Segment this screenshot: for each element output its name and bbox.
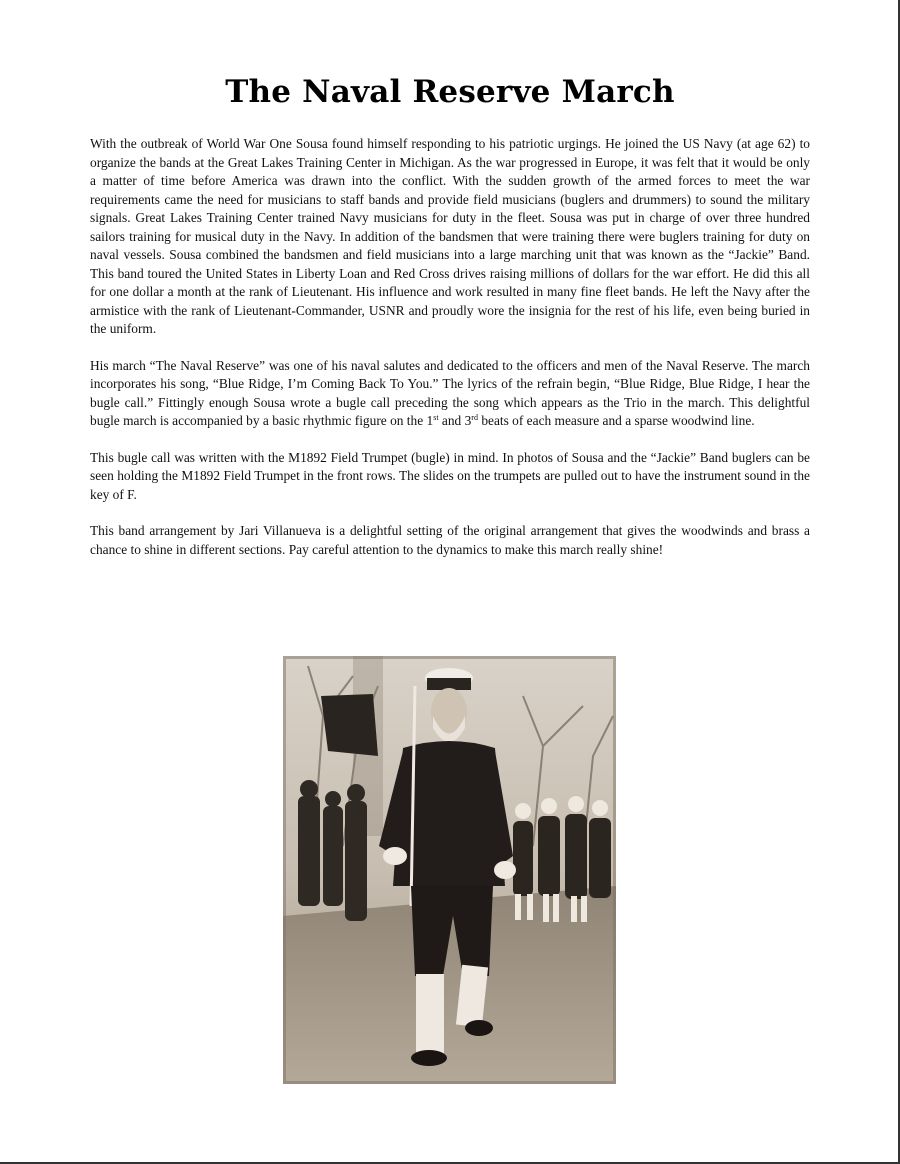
paragraph-march-text-2: and 3 bbox=[438, 413, 472, 428]
paragraph-bugle: This bugle call was written with the M1892 Field Trumpet (bugle) in mind. In photos of Sousa and the “Jackie” Band buglers can be seen holding the M1892 Field Trumpet in the front rows. The slides on the trumpets are pulled out to have the instrument sound in the key of F. bbox=[90, 449, 810, 502]
sousa-photo bbox=[283, 656, 616, 1084]
paragraph-arrangement: This band arrangement by Jari Villanueva is a delightful setting of the original arrangement that gives the woodwinds and brass a chance to shine in different sections. Pay careful attention to the dynamics to make this march really shine! bbox=[90, 523, 810, 557]
paragraph-march-text-3: beats of each measure and a sparse woodwind line. bbox=[477, 413, 755, 428]
superscript-st: st bbox=[433, 413, 439, 422]
superscript-rd: rd bbox=[471, 413, 478, 422]
page-title: The Naval Reserve March bbox=[225, 74, 675, 110]
paragraph-march-text-1: His march “The Naval Reserve” was one of his naval salutes and dedicated to the officers and men of the Naval Reserve. The march incorporates his song, “Blue Ridge, I’m Coming Back To You.” The lyrics of the refrain begin, “Blue Ridge, Blue Ridge, I hear the bugle call.” Fittingly enough Sousa wrote a bugle call preceding the song which appears as the Trio in the march. This delightful bugle march is accompanied by a basic rhythmic figure on the 1 bbox=[90, 357, 810, 428]
paragraph-history: With the outbreak of World War One Sousa found himself responding to his patriotic urgings. He joined the US Navy (at age 62) to organize the bands at the Great Lakes Training Center in Michigan. As the war progressed in Europe, it was felt that it would be only a matter of time before America was drawn into the conflict. With the sudden growth of the armed forces to meet the war requirements came the need for musicians to staff bands and provide field musicians (buglers and drummers) to sound the military signals. Great Lakes Training Center trained Navy musicians for duty in the fleet. Sousa was put in charge of over three hundred sailors training for musical duty in the Navy. In addition of the bandsmen that were training there were buglers training for duty on naval vessels. Sousa combined the bandsmen and field musicians into a large marching unit that was known as the “Jackie” Band. This band toured the United States in Liberty Loan and Red Cross drives raising millions of dollars for the war effort. He did this all for one dollar a month at the rank of Lieutenant. His influence and work resulted in many fine fleet bands. He left the Navy after the armistice with the rank of Lieutenant-Commander, USNR and proudly wore the insignia for the rest of his life, even being buried in the uniform. bbox=[90, 136, 810, 336]
article-body bbox=[90, 135, 810, 577]
paragraph-march bbox=[90, 357, 810, 431]
